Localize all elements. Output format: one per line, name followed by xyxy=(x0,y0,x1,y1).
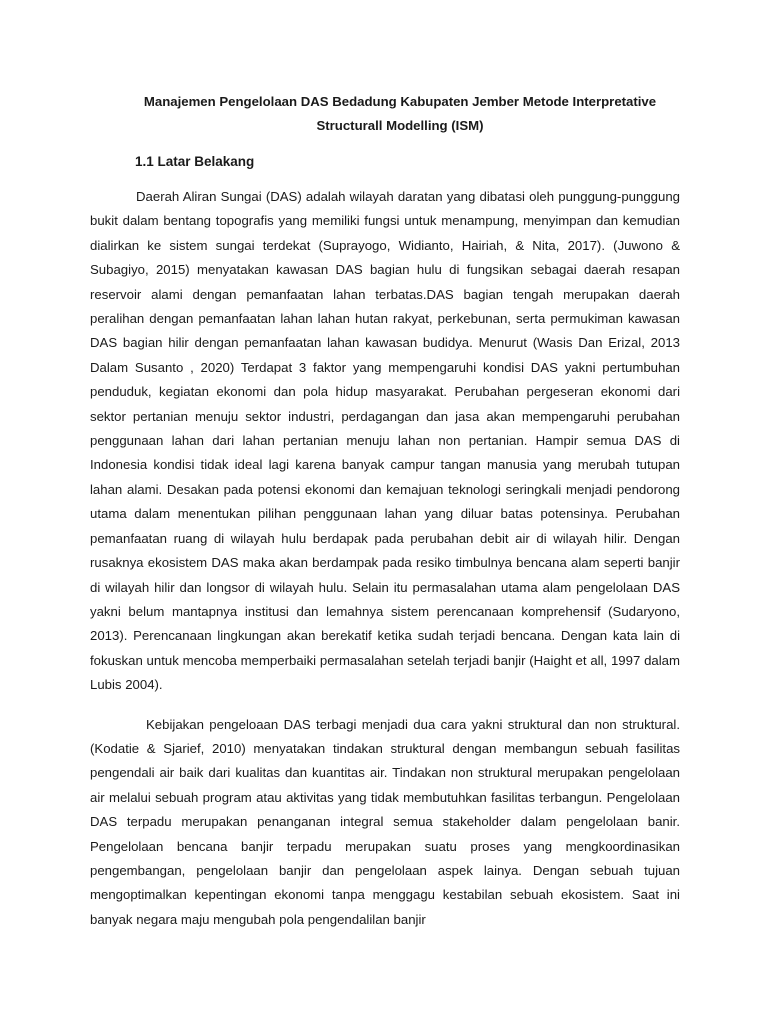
section-heading: 1.1 Latar Belakang xyxy=(135,154,255,169)
title-line-2: Structurall Modelling (ISM) xyxy=(316,118,484,133)
title-line-1: Manajemen Pengelolaan DAS Bedadung Kabupaten Jember Metode Interpretative xyxy=(143,94,657,109)
paragraph-1: Daerah Aliran Sungai (DAS) adalah wilayah daratan yang dibatasi oleh punggung-punggung bukit dalam bentang topografis yang memiliki fungsi untuk menampung, menyimpan dan kemudian dialirkan ke sistem sungai terdekat (Suprayogo, Widianto, Hairiah, & Nita, 2017). (Juwono & Subagiyo, 2015) menyatakan kawasan DAS bagian hulu di fungsikan sebagai daerah resapan reservoir alami dengan pemanfaatan lahan terbatas.DAS bagian tengah merupakan daerah peralihan dengan pemanfaatan lahan lahan hutan rakyat, perkebunan, serta permukiman kawasan DAS bagian hilir dengan pemanfaatan lahan kawasan budidya. Menurut (Wasis Dan Erizal, 2013 Dalam Susanto , 2020) Terdapat 3 faktor yang mempengaruhi kondisi DAS yakni pertumbuhan penduduk, kegiatan ekonomi dan pola hidup masyarakat. Perubahan pergeseran ekonomi dari sektor pertanian menuju sektor industri, perdagangan dan jasa akan mempengaruhi perubahan penggunaan lahan dari lahan pertanian menuju lahan non pertanian. Hampir semua DAS di Indonesia kondisi tidak ideal lagi karena banyak campur tangan manusia yang merubah tutupan lahan alami. Desakan pada potensi ekonomi dan kemajuan teknologi seringkali menjadi pendorong utama dalam menentukan pilihan penggunaan lahan yang diluar batas potensinya. Perubahan pemanfaatan ruang di wilayah hulu berdapak pada perubahan debit air di wilayah hilir. Dengan rusaknya ekosistem DAS maka akan berdampak pada resiko timbulnya bencana alam seperti banjir di wilayah hilir dan longsor di wilayah hulu. Selain itu permasalahan utama alam pengelolaan DAS yakni belum mantapnya institusi dan lemahnya sistem perencanaan komprehensif (Sudaryono, 2013). Perencanaan lingkungan akan berekatif ketika sudah terjadi bencana. Dengan kata lain di fokuskan untuk mencoba memperbaiki permasalahan setelah terjadi banjir (Haight et all, 1997 dalam Lubis 2004). xyxy=(90,189,680,693)
document-body xyxy=(90,90,680,932)
paragraph-2: Kebijakan pengeloaan DAS terbagi menjadi dua cara yakni struktural dan non struktural. (Kodatie & Sjarief, 2010) menyatakan tindakan struktural dengan membangun sebuah fasilitas pengendali air baik dari kualitas dan kuantitas air. Tindakan non struktural merupakan pengelolaan air melalui sebuah program atau aktivitas yang tidak membutuhkan fasilitas terbangun. Pengelolaan DAS terpadu merupakan penanganan integral semua stakeholder dalam pengelolaan banir. Pengelolaan bencana banjir terpadu merupakan suatu proses yang mengkoordinasikan pengembangan, pengelolaan banjir dan pengelolaan aspek lainya. Dengan sebuah tujuan mengoptimalkan kepentingan ekonomi tanpa menggagu kestabilan sebuah ekosistem. Saat ini banyak negara maju mengubah pola pengendalilan banjir xyxy=(90,716,680,927)
document-title xyxy=(90,90,680,138)
